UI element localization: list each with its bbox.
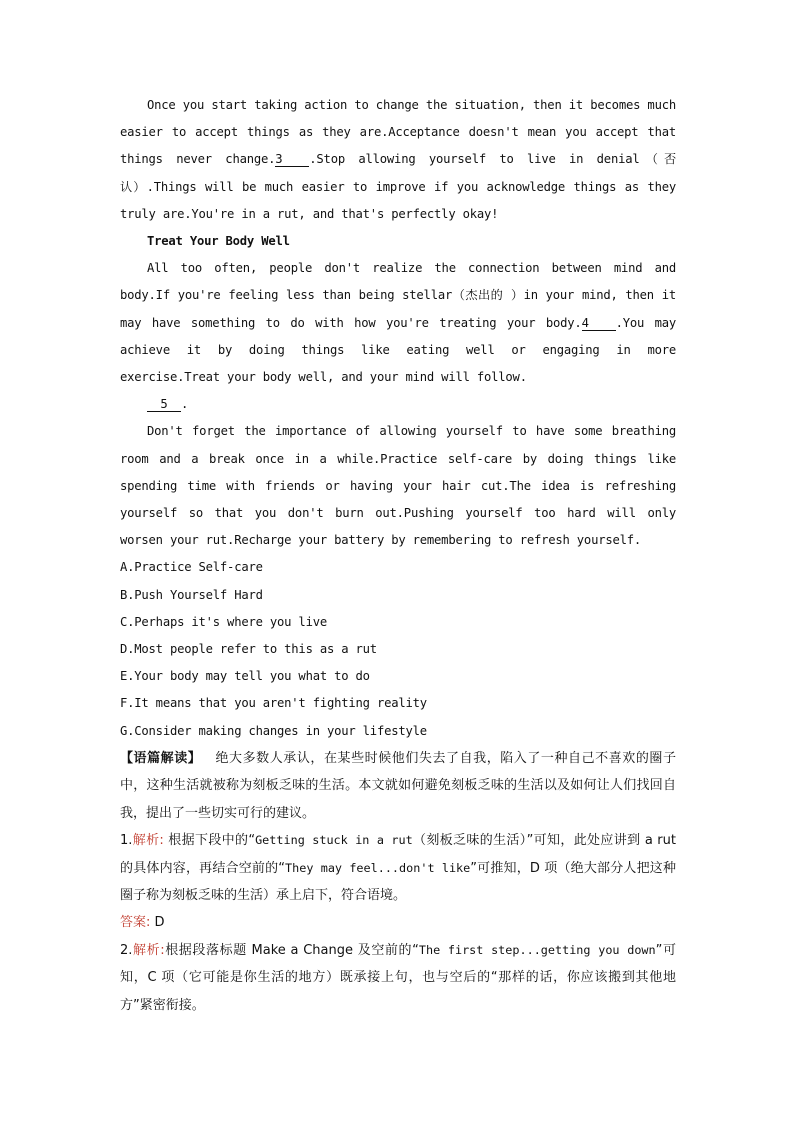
q1-quote-b: They may feel...don't like bbox=[285, 860, 471, 875]
q2-label: 解析: bbox=[132, 942, 165, 958]
section-heading-treat-your-body-well: Treat Your Body Well bbox=[147, 234, 290, 249]
analysis-q2 bbox=[120, 937, 676, 1019]
q2-quote-a: The first step...getting you down bbox=[418, 942, 656, 957]
analysis-q1 bbox=[120, 827, 676, 909]
option-f: F.It means that you aren't fighting reality bbox=[120, 696, 427, 711]
summary-text: 绝大多数人承认，在某些时候他们失去了自我，陷入了一种自己不喜欢的圈子中，这种生活就被称为刻板乏味的生活。本文就如何避免刻板乏味的生活以及如何让人们找回自我，提出了一些切实可行的建议。 bbox=[120, 750, 676, 821]
q1-answer-label: 答案: bbox=[120, 915, 151, 931]
blank-4: 4 bbox=[582, 316, 616, 331]
blank-5-tail: . bbox=[181, 397, 189, 412]
option-d: D.Most people refer to this as a rut bbox=[120, 642, 377, 657]
blank-5-heading bbox=[120, 391, 676, 418]
q1-number: 1. bbox=[120, 833, 133, 849]
q2-text-b: ”可知，C 项（它可能是你生活的地方）既承接上句，也与空后的“那样的话，你应该搬到其他地方”紧密衔接。 bbox=[120, 942, 676, 1013]
q1-answer-value: D bbox=[154, 915, 165, 931]
paragraph-1-text-a: Once you start taking action to change the situation, then it becomes much easier to accept things as they are.Acceptance doesn't mean you accept that things never change. bbox=[120, 98, 676, 167]
blank-3: 3 bbox=[275, 152, 309, 167]
passage-summary bbox=[120, 745, 676, 827]
paragraph-1-text-b: .Stop allowing yourself to live in denial（否认）.Things will be much easier to improve if you acknowledge things as they truly are.You're in a rut, and that's perfectly okay! bbox=[120, 152, 676, 221]
paragraph-2 bbox=[120, 255, 676, 391]
option-c: C.Perhaps it's where you live bbox=[120, 614, 327, 629]
option-b: B.Push Yourself Hard bbox=[120, 587, 263, 602]
option-g: G.Consider making changes in your lifestyle bbox=[120, 723, 427, 738]
answer-q1 bbox=[120, 909, 676, 936]
q2-number: 2. bbox=[120, 942, 133, 958]
document-page bbox=[120, 92, 676, 1019]
paragraph-2-text-a: All too often, people don't realize the connection between mind and body.If you're feeling less than being stellar（杰出的 ）in your mind, then it may have something to do with how you're treating your body. bbox=[120, 261, 676, 330]
q1-text-a: 根据下段中的“ bbox=[168, 833, 256, 849]
q1-text-c: ”可推知，D 项（绝大部分人把这种圈子称为刻板乏味的生活）承上启下，符合语境。 bbox=[120, 860, 676, 903]
q1-text-b: （刻板乏味的生活）”可知，此处应讲到 a rut 的具体内容，再结合空前的“ bbox=[120, 833, 676, 876]
option-a: A.Practice Self-care bbox=[120, 560, 263, 575]
paragraph-3: Don't forget the importance of allowing yourself to have some breathing room and a break once in a while.Practice self-care by doing things like spending time with friends or having your hair cut.The idea is refreshing yourself so that you don't burn out.Pushing yourself too hard will only worsen your rut.Recharge your battery by remembering to refresh yourself. bbox=[120, 424, 676, 548]
paragraph-1 bbox=[120, 92, 676, 228]
summary-label: 【语篇解读】 bbox=[120, 750, 202, 766]
q1-label: 解析: bbox=[132, 833, 164, 849]
q2-text-a: 根据段落标题 Make a Change 及空前的“ bbox=[164, 942, 419, 958]
q1-quote-a: Getting stuck in a rut bbox=[255, 833, 413, 848]
options-list bbox=[120, 554, 676, 744]
option-e: E.Your body may tell you what to do bbox=[120, 669, 370, 684]
blank-5: 5 bbox=[147, 397, 181, 412]
paragraph-2-text-b: .You may achieve it by doing things like eating well or engaging in more exercise.Treat your body well, and your mind will follow. bbox=[120, 315, 676, 385]
